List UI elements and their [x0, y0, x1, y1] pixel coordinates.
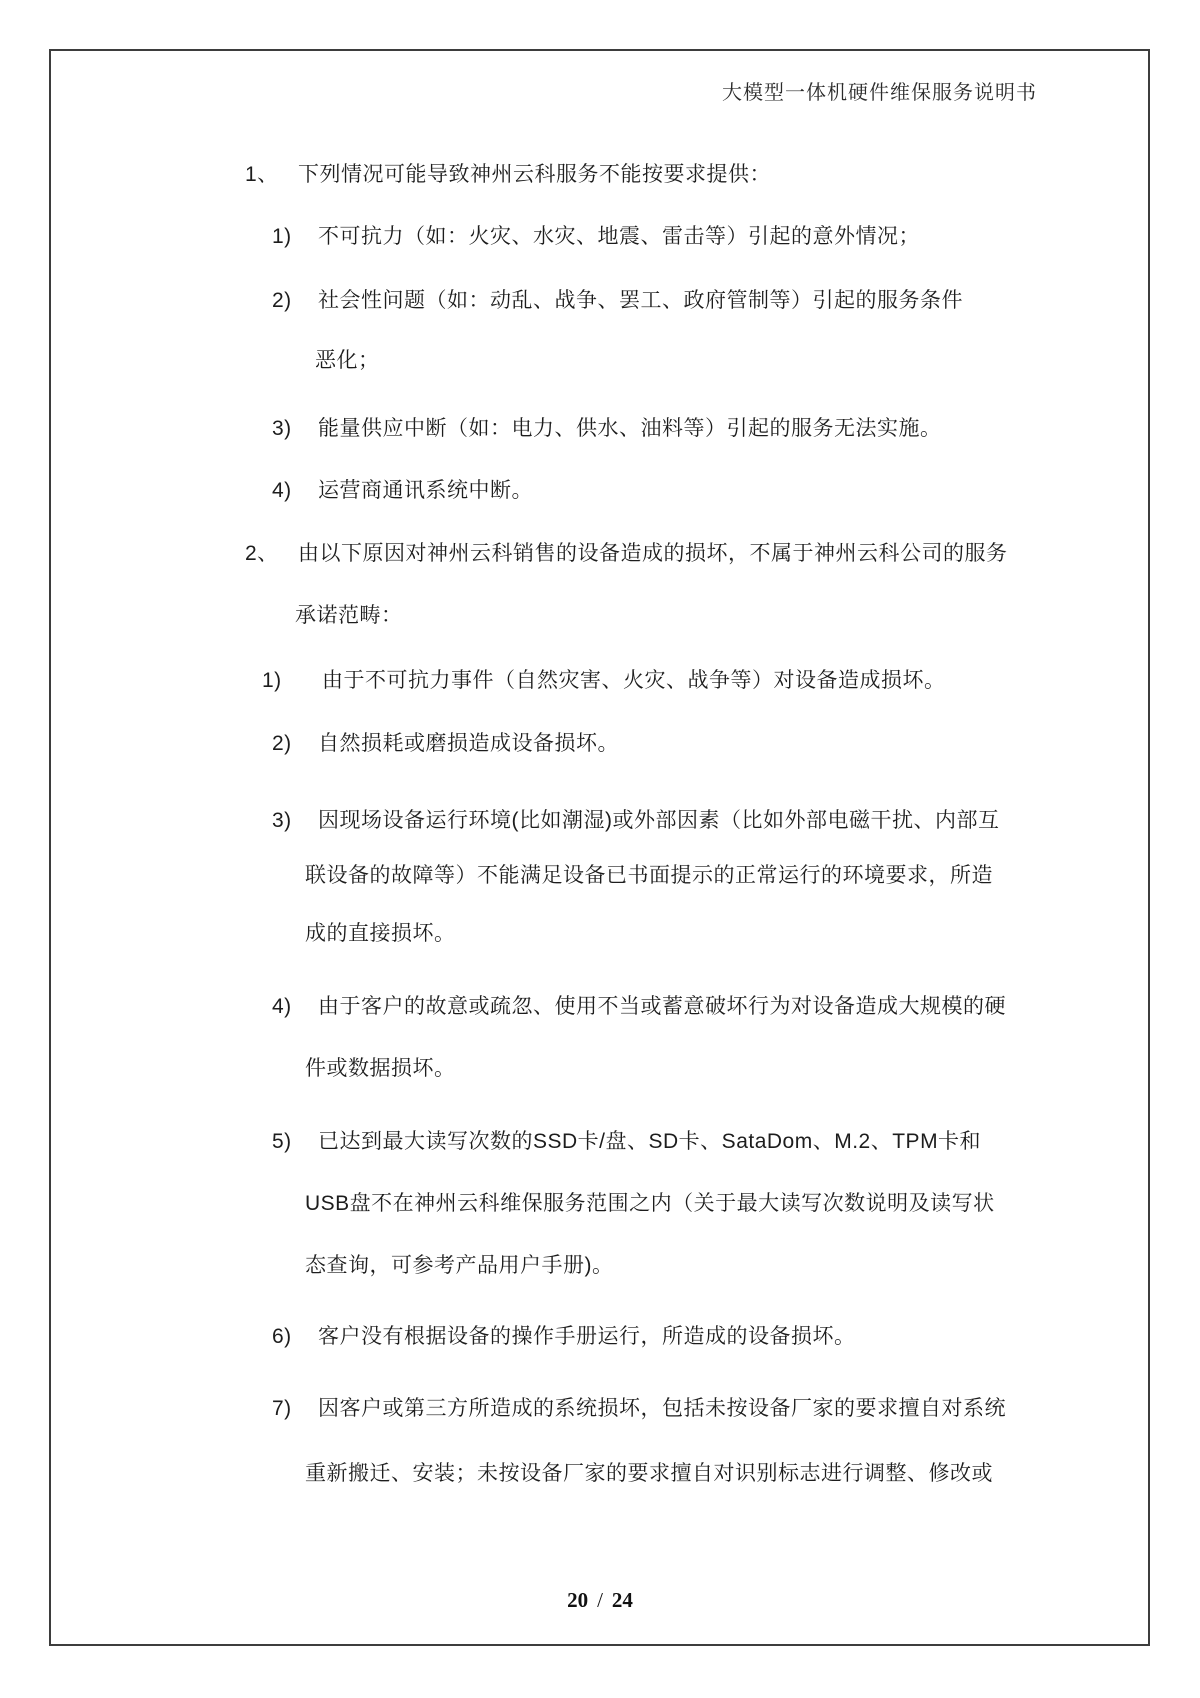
page-number-current: 20: [567, 1588, 589, 1612]
list-item-text: 社会性问题（如：动乱、战争、罢工、政府管制等）引起的服务条件: [318, 289, 963, 312]
list-item-text: 能量供应中断（如：电力、供水、油料等）引起的服务无法实施。: [318, 417, 942, 440]
list-item-number: 2、: [245, 542, 279, 565]
list-item-2-continuation: [295, 601, 403, 631]
list-item-number: 1): [272, 225, 292, 248]
list-item-number: 1): [262, 669, 282, 692]
list-item-2-6: [272, 1322, 856, 1352]
list-item-text: 件或数据损坏。: [305, 1057, 456, 1080]
list-item-text: 重新搬迁、安装；未按设备厂家的要求擅自对识别标志进行调整、修改或: [305, 1462, 993, 1485]
list-item-text: 因客户或第三方所造成的系统损坏，包括未按设备厂家的要求擅自对系统: [318, 1397, 1006, 1420]
list-item-2-7-continuation: [305, 1459, 993, 1489]
list-item-1: [245, 160, 771, 190]
list-item-text: 成的直接损坏。: [305, 922, 456, 945]
list-item-number: 2): [272, 289, 292, 312]
list-item-text: 承诺范畴：: [295, 604, 403, 627]
list-item-number: 5): [272, 1130, 292, 1153]
page-number-total: 24: [611, 1588, 633, 1612]
list-item-text: 不可抗力（如：火灾、水灾、地震、雷击等）引起的意外情况；: [318, 225, 920, 248]
list-item-2: [245, 539, 1008, 569]
page-number: [0, 1588, 1200, 1613]
list-item-number: 1、: [245, 163, 279, 186]
list-item-2-5-continuation: [305, 1251, 614, 1281]
list-item-1-4: [272, 476, 533, 506]
list-item-text: 由于客户的故意或疏忽、使用不当或蓄意破坏行为对设备造成大规模的硬: [318, 995, 1006, 1018]
list-item-2-1: [262, 666, 946, 696]
list-item-2-3: [272, 806, 999, 836]
list-item-text: 因现场设备运行环境(比如潮湿)或外部因素（比如外部电磁干扰、内部互: [318, 809, 1000, 832]
list-item-text: 下列情况可能导致神州云科服务不能按要求提供：: [298, 163, 771, 186]
list-item-1-3: [272, 414, 942, 444]
list-item-text: 已达到最大读写次数的SSD卡/盘、SD卡、SataDom、M.2、TPM卡和: [318, 1130, 982, 1153]
list-item-2-4-continuation: [305, 1054, 456, 1084]
page-number-separator: /: [597, 1588, 603, 1612]
list-item-text: 由以下原因对神州云科销售的设备造成的损坏，不属于神州云科公司的服务: [298, 542, 1008, 565]
list-item-text: 由于不可抗力事件（自然灾害、火灾、战争等）对设备造成损坏。: [322, 669, 946, 692]
list-item-text: 恶化；: [315, 349, 380, 372]
list-item-1-2-continuation: [315, 346, 380, 376]
list-item-2-5-continuation: [305, 1189, 995, 1219]
list-item-number: 4): [272, 479, 292, 502]
list-item-number: 3): [272, 417, 292, 440]
list-item-2-5: [272, 1127, 981, 1157]
list-item-number: 3): [272, 809, 292, 832]
list-item-2-7: [272, 1394, 1006, 1424]
list-item-2-3-continuation: [305, 919, 456, 949]
list-item-1-1: [272, 222, 920, 252]
list-item-text: USB盘不在神州云科维保服务范围之内（关于最大读写次数说明及读写状: [305, 1192, 995, 1215]
list-item-number: 2): [272, 732, 292, 755]
list-item-1-2: [272, 286, 963, 316]
list-item-text: 运营商通讯系统中断。: [318, 479, 533, 502]
list-item-number: 6): [272, 1325, 292, 1348]
list-item-number: 7): [272, 1397, 292, 1420]
list-item-2-4: [272, 992, 1006, 1022]
list-item-2-2: [272, 729, 619, 759]
list-item-text: 客户没有根据设备的操作手册运行，所造成的设备损坏。: [318, 1325, 856, 1348]
list-item-2-3-continuation: [305, 861, 993, 891]
list-item-text: 自然损耗或磨损造成设备损坏。: [318, 732, 619, 755]
list-item-number: 4): [272, 995, 292, 1018]
list-item-text: 态查询，可参考产品用户手册)。: [305, 1254, 614, 1277]
header-title: 大模型一体机硬件维保服务说明书: [722, 82, 1037, 104]
list-item-text: 联设备的故障等）不能满足设备已书面提示的正常运行的环境要求，所造: [305, 864, 993, 887]
